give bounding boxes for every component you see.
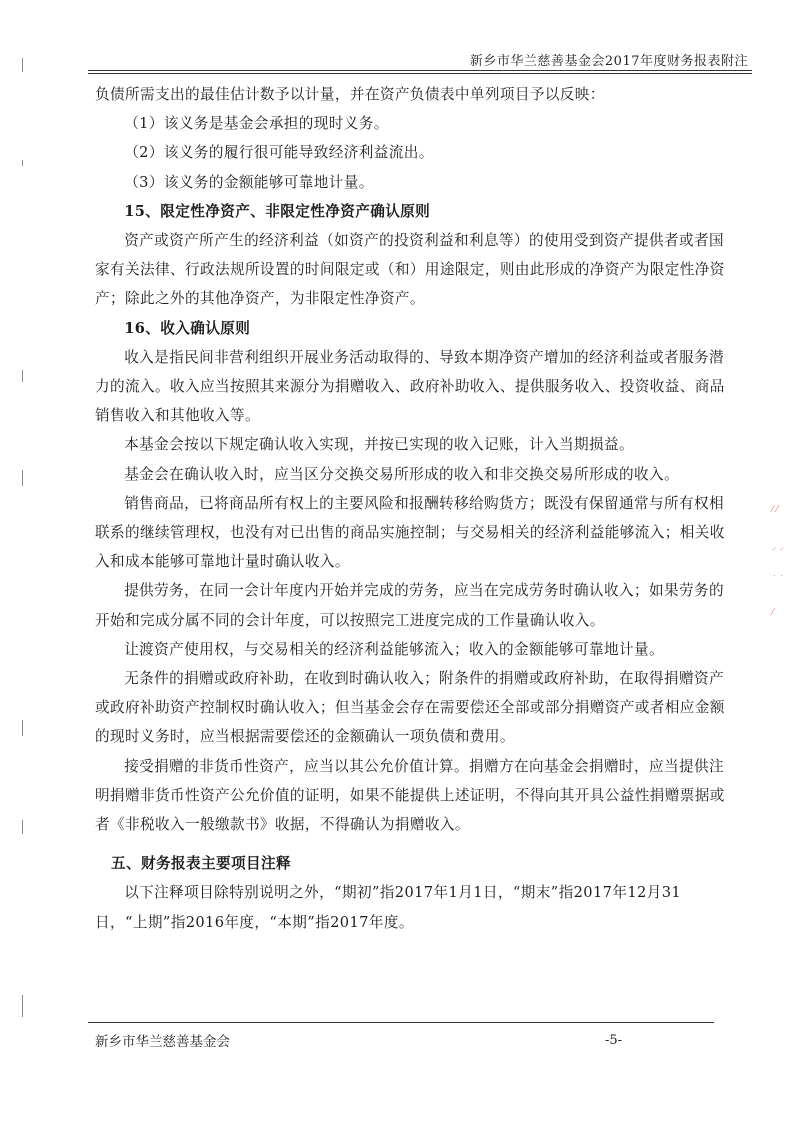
header-rule [88, 70, 752, 71]
seal-trace: ⸝ ⸝ [772, 543, 784, 553]
footer-rule [88, 1022, 714, 1023]
binding-mark [22, 160, 23, 166]
section-heading-16: 16、收入确认原则 [124, 319, 251, 337]
footer-organization: 新乡市华兰慈善基金会 [95, 1034, 230, 1050]
paragraph: 以下注释项目除特别说明之外，“期初”指2017年1月1日，“期末”指2017年12月31日，“上期”指2016年度，“本期”指2017年度。 [95, 884, 682, 931]
running-header: 新乡市华兰慈善基金会2017年度财务报表附注 [469, 54, 748, 69]
paragraph: 基金会在确认收入时，应当区分交换交易所形成的收入和非交换交易所形成的收入。 [124, 465, 679, 483]
paragraph: 让渡资产使用权，与交易相关的经济利益能够流入；收入的金额能够可靠地计量。 [124, 640, 664, 658]
paragraph: 负债所需支出的最佳估计数予以计量，并在资产负债表中单列项目予以反映： [95, 86, 605, 103]
page-number: -5- [605, 1033, 623, 1048]
binding-mark [22, 58, 23, 72]
paragraph: 接受捐赠的非货币性资产，应当以其公允价值计算。捐赠方在向基金会捐赠时，应当提供注明捐赠非货币性资产公允价值的证明，如果不能提供上述证明，不得向其开具公益性捐赠票据或者《非税收入一般缴款书》收据，不得确认为捐赠收入。 [95, 757, 725, 834]
body-text [95, 80, 725, 937]
list-item: （1）该义务是基金会承担的现时义务。 [124, 115, 389, 133]
binding-mark [22, 720, 23, 736]
paragraph: 销售商品，已将商品所有权上的主要风险和报酬转移给购货方；既没有保留通常与所有权相联系的继续管理权，也没有对已出售的商品实施控制；与交易相关的经济利益能够流入；相关收入和成本能够可靠地计量时确认收入。 [95, 494, 725, 571]
list-item: （2）该义务的履行很可能导致经济利益流出。 [124, 144, 434, 162]
seal-trace: ⁄ ⁄ [772, 505, 778, 515]
section-heading-15: 15、限定性净资产、非限定性净资产确认原则 [124, 202, 431, 220]
header-rule-double [88, 73, 752, 74]
seal-trace: ˙ ˙ [772, 575, 784, 585]
binding-mark [22, 370, 23, 382]
paragraph: 本基金会按以下规定确认收入实现，并按已实现的收入记账，计入当期损益。 [124, 436, 634, 454]
binding-mark [22, 995, 23, 1017]
list-item: （3）该义务的金额能够可靠地计量。 [124, 173, 374, 191]
paragraph: 资产或资产所产生的经济利益（如资产的投资利益和利息等）的使用受到资产提供者或者国家有关法律、行政法规所设置的时间限定或（和）用途限定，则由此形成的净资产为限定性净资产；除此之外的其他净资产，为非限定性净资产。 [95, 232, 725, 308]
paragraph: 收入是指民间非营利组织开展业务活动取得的、导致本期净资产增加的经济利益或者服务潜力的流入。收入应当按照其来源分为捐赠收入、政府补助收入、提供服务收入、投资收益、商品销售收入和其他收入等。 [95, 348, 725, 425]
binding-mark [22, 820, 23, 834]
paragraph: 提供劳务，在同一会计年度内开始并完成的劳务，应当在完成劳务时确认收入；如果劳务的开始和完成分属不同的会计年度，可以按照完工进度完成的工作量确认收入。 [95, 582, 724, 629]
seal-trace: ⁄ [772, 608, 774, 618]
paragraph: 无条件的捐赠或政府补助，在收到时确认收入；附条件的捐赠或政府补助，在取得捐赠资产或政府补助资产控制权时确认收入；但当基金会存在需要偿还全部或部分捐赠资产或者相应金额的现时义务时，应当根据需要偿还的金额确认一项负债和费用。 [95, 670, 725, 746]
binding-mark [22, 470, 23, 486]
chapter-heading: 五、财务报表主要项目注释 [111, 855, 291, 873]
